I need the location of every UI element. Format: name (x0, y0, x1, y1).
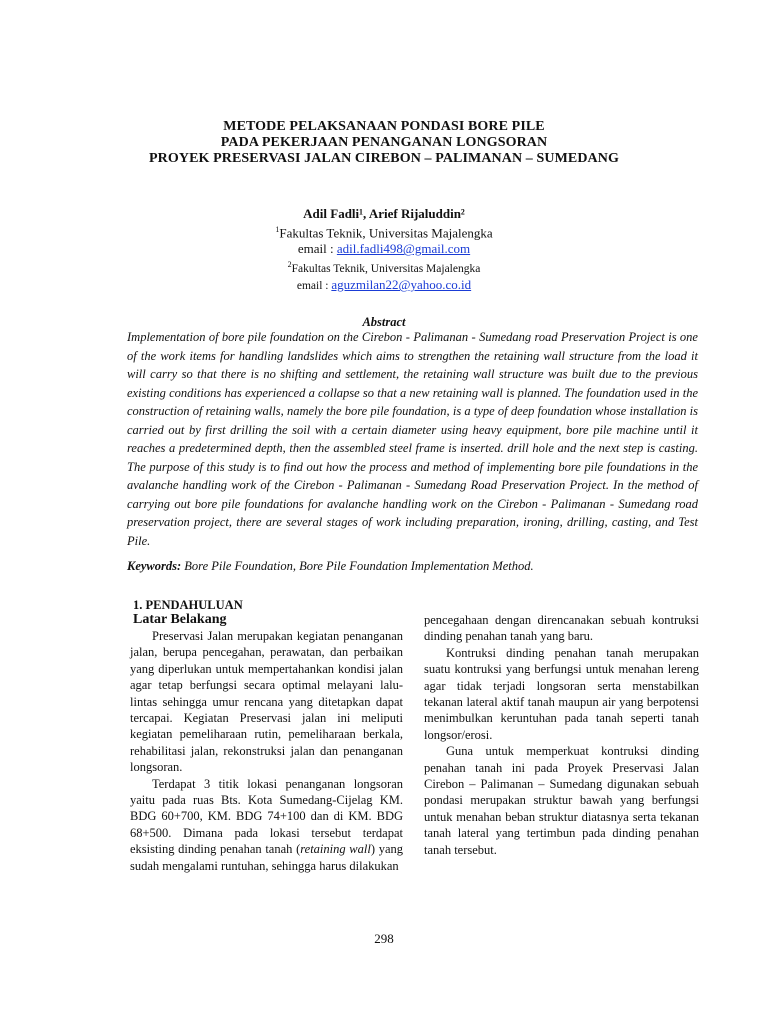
left-paragraph-2-end: ) yang sudah mengalami runtuhan, sehingga harus dilakukan (130, 842, 403, 873)
keywords-line (127, 557, 698, 575)
left-paragraph-1: Preservasi Jalan merupakan kegiatan penanganan jalan, berupa pencegahan, perawatan, dan perbaikan yang diperlukan untuk mempertahankan kondisi jalan agar tetap berfungsi secara optimal melayani lalu-lintas sehingga umur rencana yang ditetapkan dapat tercapai. Kegiatan Preservasi jalan ini meliputi kegiatan pemeliharaan rutin, pemeliharaan berkala, rehabilitasi jalan, rekonstruksi jalan dan penanganan longsoran. (130, 629, 403, 775)
email-1-line (0, 241, 768, 257)
email-2-line (0, 277, 768, 294)
right-paragraph-3: Guna untuk memperkuat kontruksi dinding penahan tanah ini pada Proyek Preservasi Jalan Cirebon – Palimanan – Sumedang digunakan sebuah pondasi merupakan struktur bawah yang berfungsi untuk menahan beban struktur diatasnya serta tekanan tanah lateral yang tertimbun pada dinding penahan tanah tersebut. (424, 744, 699, 857)
right-paragraph-2: Kontruksi dinding penahan tanah merupakan suatu kontruksi yang berfungsi untuk menahan lereng agar tidak terjadi longsoran serta menstabilkan tekanan lateral aktif tanah maupun air yang berpotensi menimbulkan keruntuhan pada tanah seperti tanah longsor/erosi. (424, 645, 699, 742)
keywords-text: Bore Pile Foundation, Bore Pile Foundation Implementation Method. (181, 559, 534, 573)
author-names: Adil Fadli¹, Arief Rijaluddin² (303, 206, 465, 221)
left-column (130, 628, 403, 874)
left-paragraph-2-start: Terdapat 3 titik lokasi penanganan longsoran yaitu pada ruas Bts. Kota Sumedang-Cijelag KM. BDG 60+700, KM. BDG 74+100 dan di KM. BDG 68+500. Dimana pada lokasi tersebut terdapat eksisting dinding penahan tanah ( (130, 776, 403, 857)
abstract-body: Implementation of bore pile foundation on the Cirebon - Palimanan - Sumedang road Preservation Project is one of the work items for handling landslides which aims to strengthen the retaining wall structure from the load it will carry so that there is no shifting and settlement, the retaining wall structure was built due to the previous existing conditions has experienced a collapse so that a new retaining wall is planned. The foundation used in the construction of retaining walls, namely the bore pile foundation, is a type of deep foundation whose installation is carried out by first drilling the soil with a certain diameter using heavy equipment, bore pile machine until it reaches a predetermined depth, then the assembled steel frame is inserted. drill hole and the next step is casting. The purpose of this study is to find out how the process and method of implementing bore pile foundations in the avalanche handling work of the Cirebon - Palimanan - Sumedang Road Preservation Project. In the method of carrying out bore pile foundations for avalanche handling work on the Cirebon - Palimanan - Sumedang road preservation project, there are several stages of work including preparation, ironing, drilling, casting, and Test Pile. (127, 330, 698, 548)
affiliation-1-text: Fakultas Teknik, Universitas Majalengka (279, 225, 493, 241)
email-2-label: email : (296, 280, 332, 293)
affiliation-2-marker: 2 (287, 260, 292, 270)
section-heading: 1. PENDAHULUAN (133, 598, 243, 612)
title-line-3: PROYEK PRESERVASI JALAN CIREBON – PALIMANAN – SUMEDANG (149, 151, 619, 166)
right-column (424, 612, 699, 858)
affiliation-1-marker: 1 (275, 225, 280, 234)
paper-title (0, 119, 768, 167)
email-2-link[interactable]: aguzmilan22@yahoo.co.id (331, 277, 472, 293)
left-paragraph-2-italic: retaining wall (300, 842, 371, 857)
left-paragraph-2 (130, 776, 403, 874)
email-1-label: email : (297, 241, 337, 257)
title-line-2: PADA PEKERJAAN PENANGANAN LONGSORAN (220, 135, 548, 150)
keywords-label: Keywords: (127, 559, 182, 573)
affiliation-2 (0, 257, 768, 277)
abstract-heading: Abstract (362, 315, 406, 329)
subsection-heading: Latar Belakang (133, 612, 227, 627)
affiliation-2-text: Fakultas Teknik, Universitas Majalengka (291, 263, 481, 276)
right-paragraph-1: pencegahaan dengan direncanakan sebuah kontruksi dinding penahan tanah yang baru. (424, 613, 699, 644)
page-number: 298 (374, 931, 394, 946)
affiliation-1 (0, 222, 768, 241)
title-line-1: METODE PELAKSANAAN PONDASI BORE PILE (223, 119, 545, 134)
email-1-link[interactable]: adil.fadli498@gmail.com (336, 241, 471, 257)
author-block (0, 206, 768, 294)
